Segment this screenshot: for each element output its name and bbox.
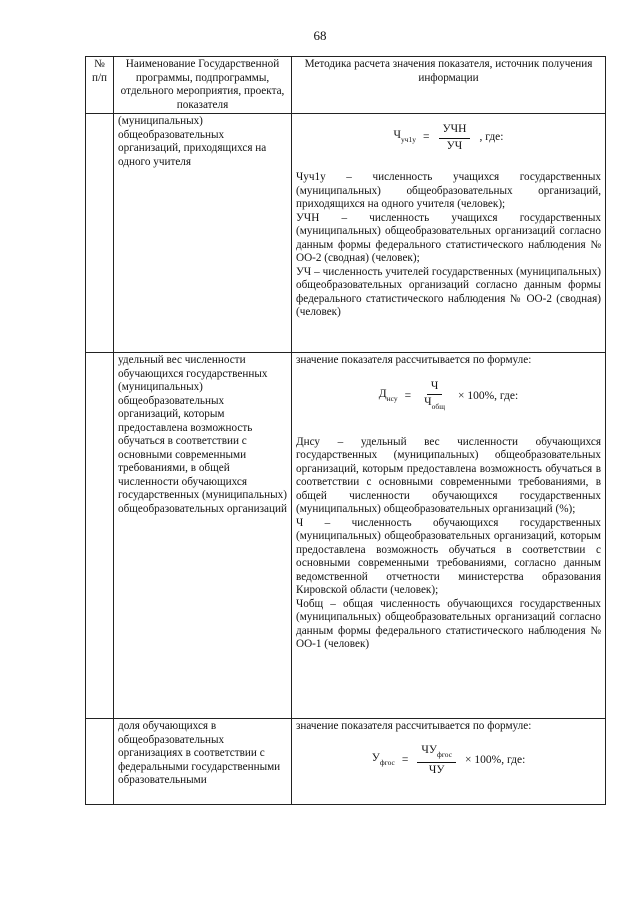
formula-tail: , где: [479, 131, 504, 144]
indicator-name: удельный вес численности обучающихся государственных (муниципальных) общеобразовательных организаций, которым предоставлена возможность обучаться в соответствии с основными современными требованиями, в общей численности обучающихся государственных (муниципальных) общеобразовательных организаций [114, 353, 292, 719]
method-cell [292, 114, 606, 353]
formula-lhs: $У_{фгос}$ [371, 751, 395, 767]
definition: Днсу – удельный вес численности обучающихся государственных (муниципальных) общеобразовательных организаций, которым предоставлена возможность обучаться в соответствии с основными современными требованиями, в общей численности обучающихся государственных (муниципальных) общеобразовательных организаций (%); [296, 435, 601, 515]
fraction-numerator: УЧН [439, 123, 471, 139]
row-number-cell [86, 719, 114, 805]
row-number-cell [86, 114, 114, 353]
table-row [86, 719, 606, 805]
formula-lhs: $Д_{нсу}$ [378, 387, 398, 403]
formula-intro: значение показателя рассчитывается по формуле: [296, 354, 532, 366]
fraction-denominator: ЧУ [428, 764, 445, 776]
equals-sign: = [423, 131, 430, 144]
method-cell [292, 353, 606, 719]
definition: Ч – численность обучающихся государственных (муниципальных) общеобразовательных организаций, которым предоставлена возможность обучаться в соответствии с основными современными требованиями, согласно данным ведомственной отчетности министерства образования Кировской области (человек); [296, 516, 601, 596]
table-row [86, 114, 606, 353]
formula-tail: × 100%, где: [457, 389, 519, 402]
definition: Чуч1у – численность учащихся государственных (муниципальных) общеобразовательных организаций, приходящихся на одного учителя (человек); [296, 171, 601, 210]
formula-fraction [420, 380, 449, 414]
definition: УЧН – численность учащихся государственных (муниципальных) общеобразовательных организаций согласно данным формы федерального статистического наблюдения № ОО-2 (сводная) (человек); [296, 211, 601, 264]
page-number: 68 [313, 28, 327, 43]
formula [296, 744, 601, 778]
formula-intro: значение показателя рассчитывается по формуле: [296, 720, 532, 732]
fraction-numerator: Ч [427, 380, 442, 396]
fraction-denominator: УЧ [446, 139, 463, 152]
definition: Чобщ – общая численность обучающихся государственных (муниципальных) общеобразовательных организаций согласно данным формы федерального статистического наблюдения № ОО-1 (человек) [296, 597, 601, 650]
formula-fraction [417, 744, 456, 778]
method-cell [292, 719, 606, 805]
header-method: Методика расчета значения показателя, источник получения информации [292, 57, 606, 114]
row-number-cell [86, 353, 114, 719]
fraction-numerator: $ЧУ_{фгос}$ [417, 744, 456, 764]
header-name: Наименование Государственной программы, подпрограммы, отдельного мероприятия, проекта, показателя [114, 57, 292, 114]
indicator-name: (муниципальных) общеобразовательных организаций, приходящихся на одного учителя [114, 114, 292, 353]
table-row [86, 353, 606, 719]
formula [296, 380, 601, 414]
formula-lhs: $Ч_{уч1у}$ [393, 129, 417, 145]
indicator-table [85, 56, 606, 805]
definition: УЧ – численность учителей государственных (муниципальных) общеобразовательных организаций согласно данным формы федерального статистического наблюдения № ОО-2 (сводная) (человек) [296, 265, 601, 318]
formula-fraction [439, 123, 471, 153]
equals-sign: = [401, 753, 409, 766]
formula [296, 123, 601, 153]
formula-tail: × 100%, где: [465, 753, 526, 766]
equals-sign: = [404, 389, 412, 402]
fraction-denominator: $Ч_{общ}$ [424, 396, 445, 411]
indicator-name: доля обучающихся в общеобразовательных организациях в соответствии с федеральными государственными образовательными [114, 719, 292, 805]
header-number: № п/п [86, 57, 114, 114]
table-header-row [86, 57, 606, 114]
